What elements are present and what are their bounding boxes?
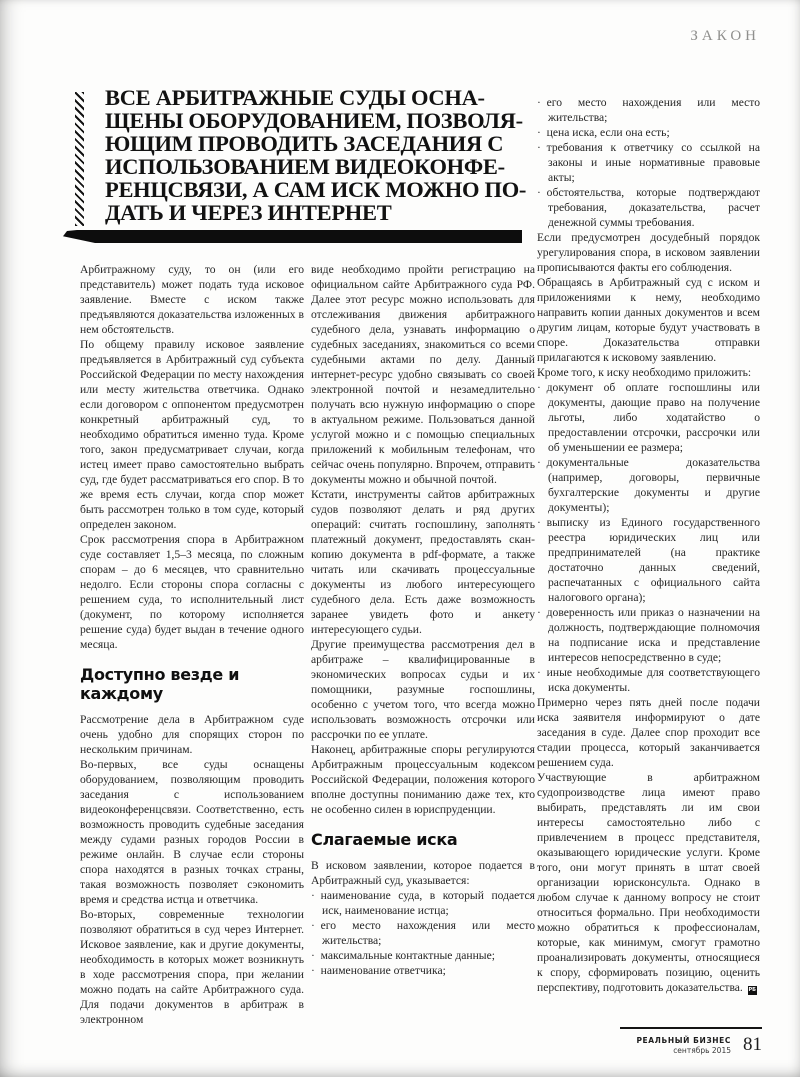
paragraph: Арбитражному суду, то он (или его представитель) может подать туда исковое заявление. Вместе с иском также предъявляются доказательства изложенных в нем обстоятельств. [80,263,304,336]
text-column-2 [311,262,535,978]
end-of-article-mark: РБ [748,987,756,993]
section-label: ЗАКОН [690,28,760,44]
page-number: 81 [743,1034,762,1055]
bullet-item: · доверенность или приказ о назначении на должность, подтверждающие полномочия на подписание иска и представление интересов непосредственно в суде; [537,606,760,664]
paragraph: Участвующие в арбитражном судопроизводстве лица имеют право выбирать, представлять ли им свои интересы самостоятельно либо с привлечением в процесс представителя, оказывающего юридические услуги. Кроме того, они могут принять в штат своей организации юрисконсульта. Однако в любом случае к данному вопросу не стоит относиться формально. При необходимости можно обратиться к профессионалам, которые, как минимум, смогут грамотно проанализировать документы, относящиеся к спору, сформировать позицию, оценить перспективу, подготовить доказательства. РБ [537,771,760,994]
hatch-stripe-decoration [75,92,84,226]
bullet-item: · наименование суда, в который подается иск, наименование истца; [311,889,535,917]
issue-date: сентябрь 2015 [673,1045,731,1055]
bullet-item: · выписку из Единого государственного реестра юридических лиц или предпринимателей (на практике достаточно данных сведений, распечатанных с официального сайта налогового органа); [537,516,760,604]
paragraph: виде необходимо пройти регистрацию на официальном сайте Арбитражного суда РФ. Далее этот ресурс можно использовать для отслеживания движения арбитражного судебного дела, узнавать информацию о судебных заседаниях, знакомиться со всеми судебными актами по делу. Данный интернет-ресурс удобно связывать со своей электронной почтой и незамедлительно получать всю нужную информацию о споре в актуальном режиме. Пользоваться данной услугой можно и с помощью специальных приложений к мобильным телефонам, что сейчас очень популярно. Впрочем, отправить документы можно и обычной почтой. [311,263,535,486]
text-column-1 [80,262,304,1027]
magazine-imprint [636,1036,731,1055]
paragraph: Срок рассмотрения спора в Арбитражном суде составляет 1,5–3 месяца, по сложным спорам – до 6 месяцев, что сравнительно недолго. Если стороны спора согласны с решением суда, то исполнительный лист (документ, по которому исполняется решение суда) будет выдан в течение одного месяца. [80,533,304,651]
bullet-item: · цена иска, если она есть; [537,126,670,139]
paragraph: Примерно через пять дней после подачи иска заявителя информируют о дате заседания в суде. Далее спор проходит все стадии процесса, который заканчивается решением суда. [537,696,760,769]
paragraph: По общему правилу исковое заявление предъявляется в Арбитражный суд субъекта Российской Федерации по месту нахождения или месту жительства ответчика. Однако если договором с оппонентом предусмотрен конкретный арбитражный суд, то необходимо обратиться именно туда. Кроме того, закон предусматривает случаи, когда истец имеет право самостоятельно выбрать суд, где будет рассматриваться его спор. В то же время есть случаи, когда спор может быть рассмотрен только в том суде, который определен законом. [80,338,304,531]
bullet-item: · документ об оплате госпошлины или документы, дающие право на получение льготы, либо ходатайство о предоставлении отсрочки, рассрочки или об уменьшении ее размера; [537,381,760,454]
bullet-item: · его место нахождения или место жительства; [311,919,535,947]
bullet-item: · наименование ответчика; [311,964,446,977]
headline-line: ЮЩИМ ПРОВОДИТЬ ЗАСЕДАНИЯ С [105,131,504,156]
headline-line: ЩЕНЫ ОБОРУДОВАНИЕМ, ПОЗВОЛЯ- [105,108,523,133]
paragraph: Кроме того, к иску необходимо приложить: [537,366,752,379]
paragraph: Во-первых, все суды оснащены оборудованием, позволяющим проводить заседания с использованием видеоконференцсвязи. Соответственно, есть возможность проводить судебные заседания между судами разных городов России в режиме онлайн. В случае если стороны спора находятся в разных точках страны, такая возможность позволяет сэкономить время и средства истца и ответчика. [80,758,304,906]
headline-underline-bar [63,230,522,243]
headline-line: ДАТЬ И ЧЕРЕЗ ИНТЕРНЕТ [105,200,392,225]
paragraph: Во-вторых, современные технологии позволяют обратиться в суд через Интернет. Исковое заявление, как и другие документы, необходимость в которых может возникнуть в ходе рассмотрения спора, при желании можно подать на сайте Арбитражного суда. Для подачи документов в арбитраж в электронном [80,908,304,1026]
headline [105,85,527,225]
text-column-3 [537,95,760,995]
paragraph: Если предусмотрен досудебный порядок урегулирования спора, в исковом заявлении прописываются факты его соблюдения. [537,231,760,274]
bullet-item: · документальные доказательства (например, договоры, первичные бухгалтерские документы и другие документы); [537,456,760,514]
footer-rule [620,1027,762,1029]
paragraph: Другие преимущества рассмотрения дел в арбитраже – квалифицированные в экономических вопросах судьи и их помощники, разумные госпошлины, особенно с учетом того, что всегда можно использовать возможность отсрочки или рассрочки по ее уплате. [311,638,535,741]
page-footer [620,1027,762,1056]
paragraph: Кстати, инструменты сайтов арбитражных судов позволяют делать и ряд других операций: считать госпошлину, заполнять платежный документ, предоставлять скан-копию документа в pdf-формате, а также читать или скачивать процессуальные документы из любого интересующего судебного дела. Есть даже возможность заранее увидеть фото и анкету интересующего судьи. [311,488,535,636]
headline-line: ИСПОЛЬЗОВАНИЕМ ВИДЕОКОНФЕ- [105,154,505,179]
magazine-name: РЕАЛЬНЫЙ БИЗНЕС [636,1035,731,1045]
bullet-item: · иные необходимые для соответствующего иска документы. [537,666,760,694]
paragraph: Рассмотрение дела в Арбитражном суде очень удобно для спорящих сторон по нескольким причинам. [80,713,304,756]
paragraph: В исковом заявлении, которое подается в Арбитражный суд, указывается: [311,859,535,887]
headline-block [75,85,527,243]
paragraph: Наконец, арбитражные споры регулируются Арбитражным процессуальным кодексом Российской Федерации, положения которого вполне доступны пониманию даже тех, кто не особенно силен в юриспруденции. [311,743,535,816]
subheading: Слагаемые иска [311,830,458,849]
headline-line: ВСЕ АРБИТРАЖНЫЕ СУДЫ ОСНА- [105,85,485,110]
subheading: Доступно везде и каждому [80,665,240,703]
headline-line: РЕНЦСВЯЗИ, А САМ ИСК МОЖНО ПО- [105,177,527,202]
bullet-item: · обстоятельства, которые подтверждают требования, доказательства, расчет денежной суммы требования. [537,186,760,229]
bullet-item: · максимальные контактные данные; [311,949,495,962]
bullet-item: · требования к ответчику со ссылкой на законы и иные нормативные правовые акты; [537,141,760,184]
paragraph: Обращаясь в Арбитражный суд с иском и приложениями к нему, необходимо направить копии данных документов и всем другим лицам, которые будут участвовать в споре. Доказательства отправки прилагаются к исковому заявлению. [537,276,760,364]
bullet-item: · его место нахождения или место жительства; [537,96,760,124]
